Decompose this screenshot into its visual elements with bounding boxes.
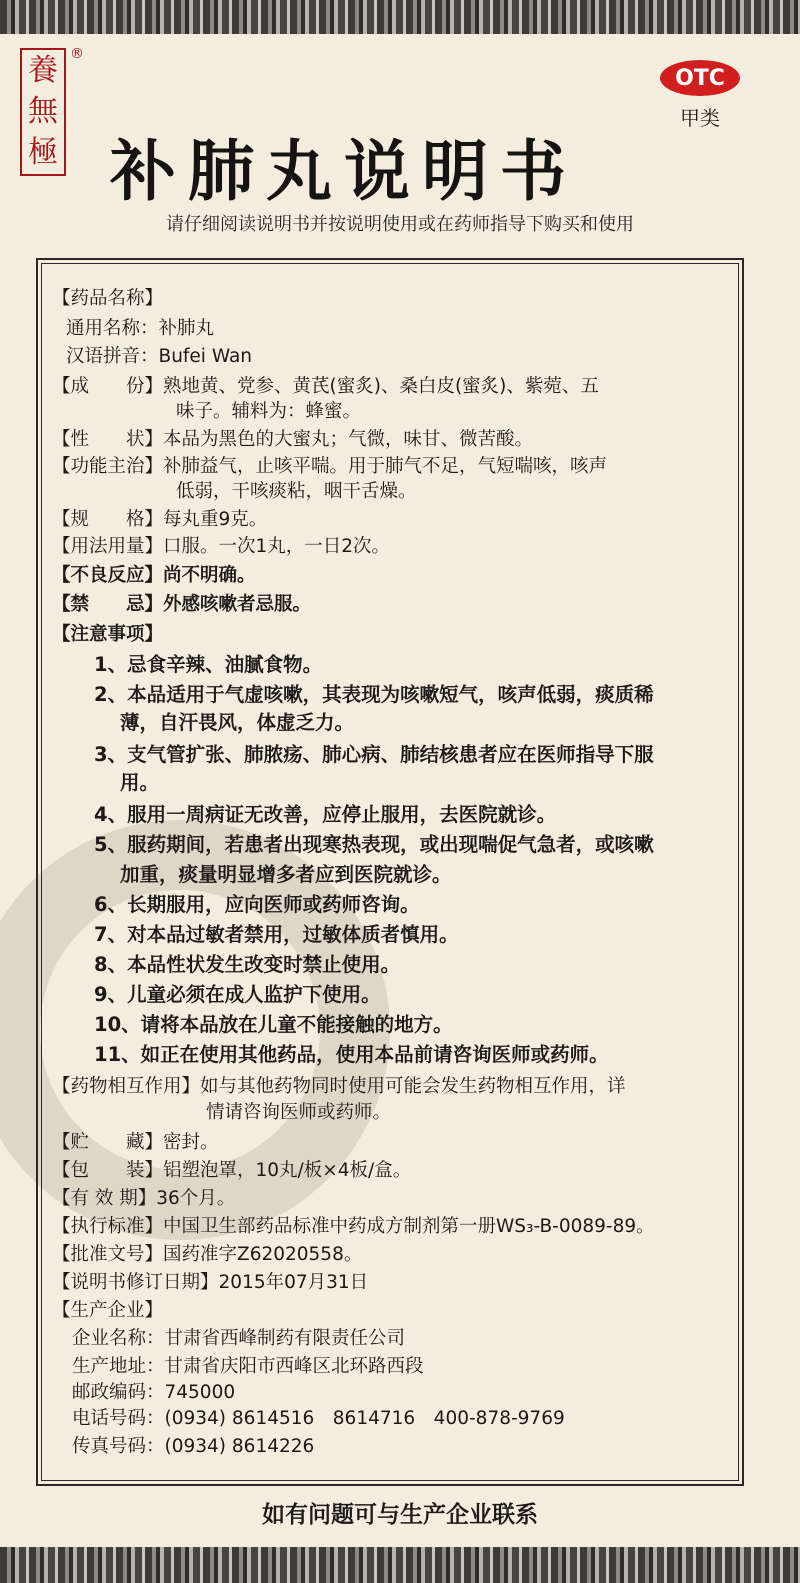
function-text-2: 低弱，干咳痰粘，咽干舌燥。 bbox=[176, 481, 417, 502]
spec-label: 【规 格】 bbox=[52, 509, 164, 530]
precaution-item: 5、服药期间，若患者出现寒热表现，或出现喘促气急者，或咳嗽 bbox=[94, 833, 654, 856]
footer-contact-note: 如有问题可与生产企业联系 bbox=[262, 1502, 538, 1528]
company-name: 企业名称：甘肃省西峰制药有限责任公司 bbox=[72, 1328, 406, 1349]
expiry-label: 【有 效 期】 bbox=[52, 1188, 157, 1209]
ingredients-text-1: 熟地黄、党参、黄芪(蜜炙)、桑白皮(蜜炙)、紫菀、五 bbox=[163, 376, 599, 397]
revision-text: 2015年07月31日 bbox=[218, 1272, 369, 1293]
seal-char-2: 無 bbox=[28, 93, 58, 129]
otc-badge: OTC bbox=[660, 60, 740, 96]
precaution-item: 9、儿童必须在成人监护下使用。 bbox=[94, 983, 381, 1006]
expiry-row bbox=[52, 1186, 235, 1212]
properties-text: 本品为黑色的大蜜丸；气微，味甘、微苦酸。 bbox=[163, 429, 534, 450]
ingredients-label: 【成 份】 bbox=[52, 376, 164, 397]
interaction-text-2: 情请咨询医师或药师。 bbox=[206, 1102, 392, 1123]
properties-row bbox=[52, 427, 533, 453]
precaution-item: 10、请将本品放在儿童不能接触的地方。 bbox=[94, 1013, 453, 1036]
decorative-bottom-band bbox=[0, 1547, 800, 1583]
adverse-row bbox=[52, 563, 256, 589]
standard-label: 【执行标准】 bbox=[52, 1216, 164, 1237]
storage-label: 【贮 藏】 bbox=[52, 1132, 164, 1153]
package-label: 【包 装】 bbox=[52, 1160, 164, 1181]
package-row bbox=[52, 1158, 411, 1184]
precautions-header: 【注意事项】 bbox=[52, 624, 164, 645]
storage-text: 密封。 bbox=[163, 1132, 219, 1153]
precaution-item: 8、本品性状发生改变时禁止使用。 bbox=[94, 953, 401, 976]
properties-label: 【性 状】 bbox=[52, 429, 164, 450]
decorative-top-band bbox=[0, 0, 800, 34]
phone-numbers: 电话号码：(0934) 8614516 8614716 400-878-9769 bbox=[72, 1408, 565, 1429]
standard-text: 中国卫生部药品标准中药成方制剂第一册WS₃-B-0089-89。 bbox=[163, 1216, 655, 1237]
page-title: 补肺丸说明书 bbox=[110, 132, 578, 210]
precaution-item: 2、本品适用于气虚咳嗽，其表现为咳嗽短气，咳声低弱，痰质稀 bbox=[94, 683, 654, 706]
spec-row bbox=[52, 507, 267, 533]
usage-label: 【用法用量】 bbox=[52, 536, 164, 557]
function-label: 【功能主治】 bbox=[52, 456, 164, 477]
adverse-label: 【不良反应】 bbox=[52, 565, 164, 586]
interaction-row bbox=[52, 1074, 626, 1100]
storage-row bbox=[52, 1130, 219, 1156]
page-subtitle: 请仔细阅读说明书并按说明使用或在药师指导下购买和使用 bbox=[166, 214, 634, 235]
drug-name-header: 【药品名称】 bbox=[52, 288, 164, 309]
precaution-item: 11、如正在使用其他药品，使用本品前请咨询医师或药师。 bbox=[94, 1043, 609, 1066]
fax-number: 传真号码：(0934) 8614226 bbox=[72, 1436, 315, 1457]
maker-header: 【生产企业】 bbox=[52, 1300, 164, 1321]
ingredients-text-2: 味子。辅料为：蜂蜜。 bbox=[176, 401, 362, 422]
usage-row bbox=[52, 534, 390, 560]
precaution-item-cont: 用。 bbox=[120, 771, 160, 794]
adverse-text: 尚不明确。 bbox=[163, 565, 256, 586]
function-text-1: 补肺益气，止咳平喘。用于肺气不足，气短喘咳，咳声 bbox=[163, 456, 608, 477]
revision-label: 【说明书修订日期】 bbox=[52, 1272, 219, 1293]
approval-text: 国药准字Z62020558。 bbox=[163, 1244, 363, 1265]
precaution-item: 3、支气管扩张、肺脓疡、肺心病、肺结核患者应在医师指导下服 bbox=[94, 743, 654, 766]
precaution-item: 1、忌食辛辣、油腻食物。 bbox=[94, 653, 323, 676]
precaution-item: 7、对本品过敏者禁用，过敏体质者慎用。 bbox=[94, 923, 459, 946]
interaction-text-1: 如与其他药物同时使用可能会发生药物相互作用，详 bbox=[200, 1076, 626, 1097]
expiry-text: 36个月。 bbox=[156, 1188, 236, 1209]
contra-label: 【禁 忌】 bbox=[52, 594, 164, 615]
precaution-item: 4、服用一周病证无改善，应停止服用，去医院就诊。 bbox=[94, 803, 557, 826]
package-text: 铝塑泡罩，10丸/板×4板/盒。 bbox=[163, 1160, 412, 1181]
otc-class-label: 甲类 bbox=[680, 106, 720, 130]
seal-char-3: 極 bbox=[28, 135, 58, 171]
precaution-item: 6、长期服用，应向医师或药师咨询。 bbox=[94, 893, 420, 916]
generic-name: 通用名称：补肺丸 bbox=[66, 318, 215, 339]
interaction-label: 【药物相互作用】 bbox=[52, 1076, 201, 1097]
contra-row bbox=[52, 592, 311, 618]
usage-text: 口服。一次1丸，一日2次。 bbox=[163, 536, 391, 557]
approval-label: 【批准文号】 bbox=[52, 1244, 164, 1265]
function-row bbox=[52, 454, 607, 480]
company-address: 生产地址：甘肃省庆阳市西峰区北环路西段 bbox=[72, 1356, 424, 1377]
revision-row bbox=[52, 1270, 368, 1296]
approval-row bbox=[52, 1242, 362, 1268]
contra-text: 外感咳嗽者忌服。 bbox=[163, 594, 312, 615]
registered-mark: ® bbox=[70, 46, 84, 62]
standard-row bbox=[52, 1214, 655, 1240]
brand-seal-logo bbox=[20, 48, 66, 176]
seal-char-1: 養 bbox=[28, 52, 58, 88]
ingredients-row bbox=[52, 374, 599, 400]
spec-text: 每丸重9克。 bbox=[163, 509, 268, 530]
postcode: 邮政编码：745000 bbox=[72, 1382, 236, 1403]
precaution-item-cont: 加重，痰量明显增多者应到医院就诊。 bbox=[120, 863, 452, 886]
precaution-item-cont: 薄，自汗畏风，体虚乏力。 bbox=[120, 711, 355, 734]
pinyin-name: 汉语拼音：Bufei Wan bbox=[66, 346, 253, 367]
